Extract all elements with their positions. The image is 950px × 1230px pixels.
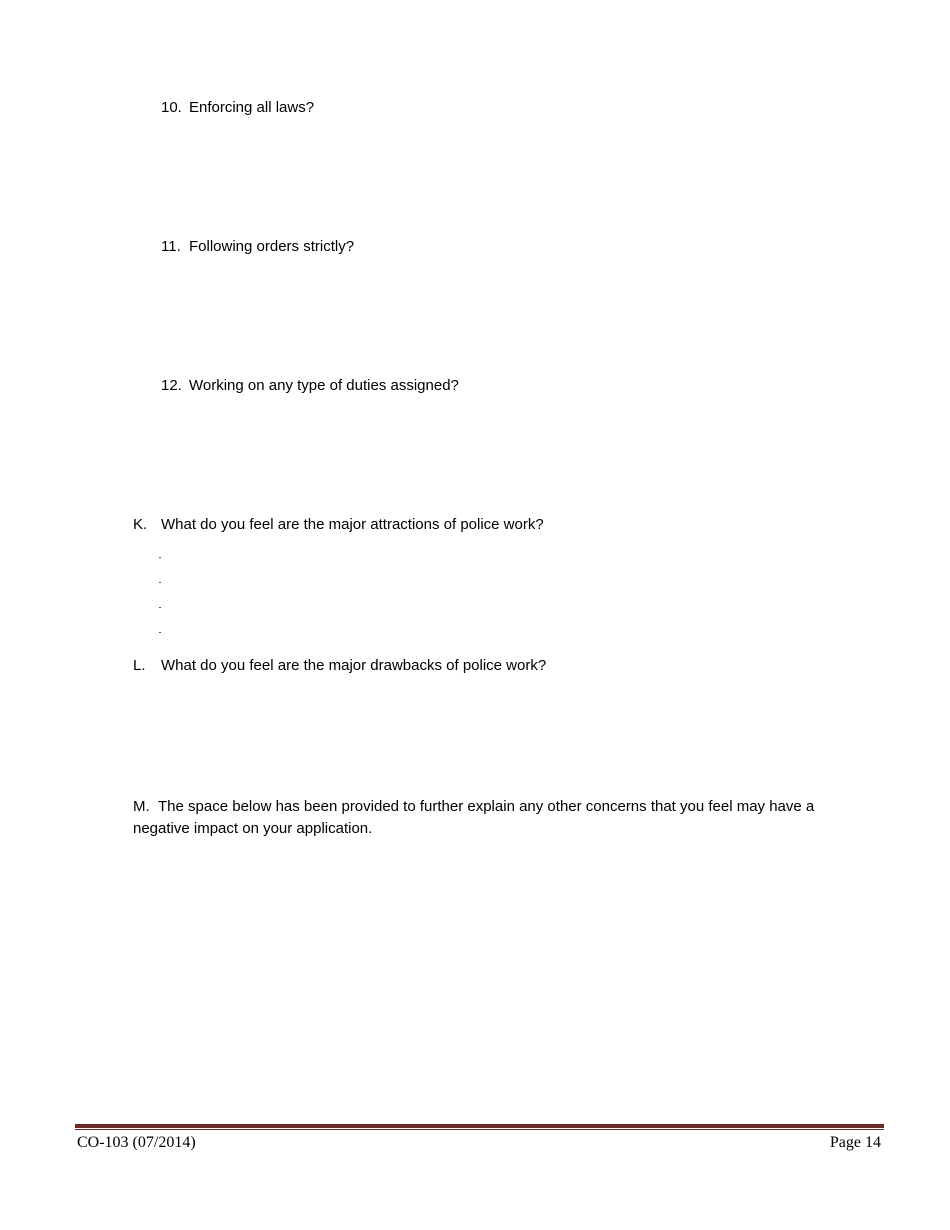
question-number: 10. <box>161 99 182 116</box>
question-text: Following orders strictly? <box>189 238 355 255</box>
section-m <box>133 796 863 840</box>
question-12 <box>161 377 459 394</box>
section-text: The space below has been provided to further explain any other concerns that you feel may have a negative impact on your application. <box>133 798 815 837</box>
page-number: Page 14 <box>829 1134 881 1151</box>
section-text: What do you feel are the major drawbacks of police work? <box>161 657 547 674</box>
section-letter: K. <box>133 516 148 533</box>
section-letter: M. <box>133 798 150 815</box>
form-id: CO-103 (07/2014) <box>77 1134 196 1151</box>
question-text: Working on any type of duties assigned? <box>189 377 459 394</box>
question-number: 12. <box>161 377 182 394</box>
empty-list-marker <box>159 582 161 583</box>
empty-list-marker <box>159 557 161 558</box>
footer-rule-thin <box>75 1129 884 1130</box>
section-letter: L. <box>133 657 146 674</box>
question-text: Enforcing all laws? <box>189 99 315 116</box>
empty-list-marker <box>159 632 161 633</box>
section-l <box>133 657 546 674</box>
section-k <box>133 516 544 533</box>
section-text: What do you feel are the major attractions of police work? <box>161 516 544 533</box>
question-11 <box>161 238 354 255</box>
question-10 <box>161 99 314 116</box>
question-number: 11. <box>161 238 181 255</box>
empty-list-marker <box>159 607 161 608</box>
footer-rule <box>75 1124 884 1128</box>
